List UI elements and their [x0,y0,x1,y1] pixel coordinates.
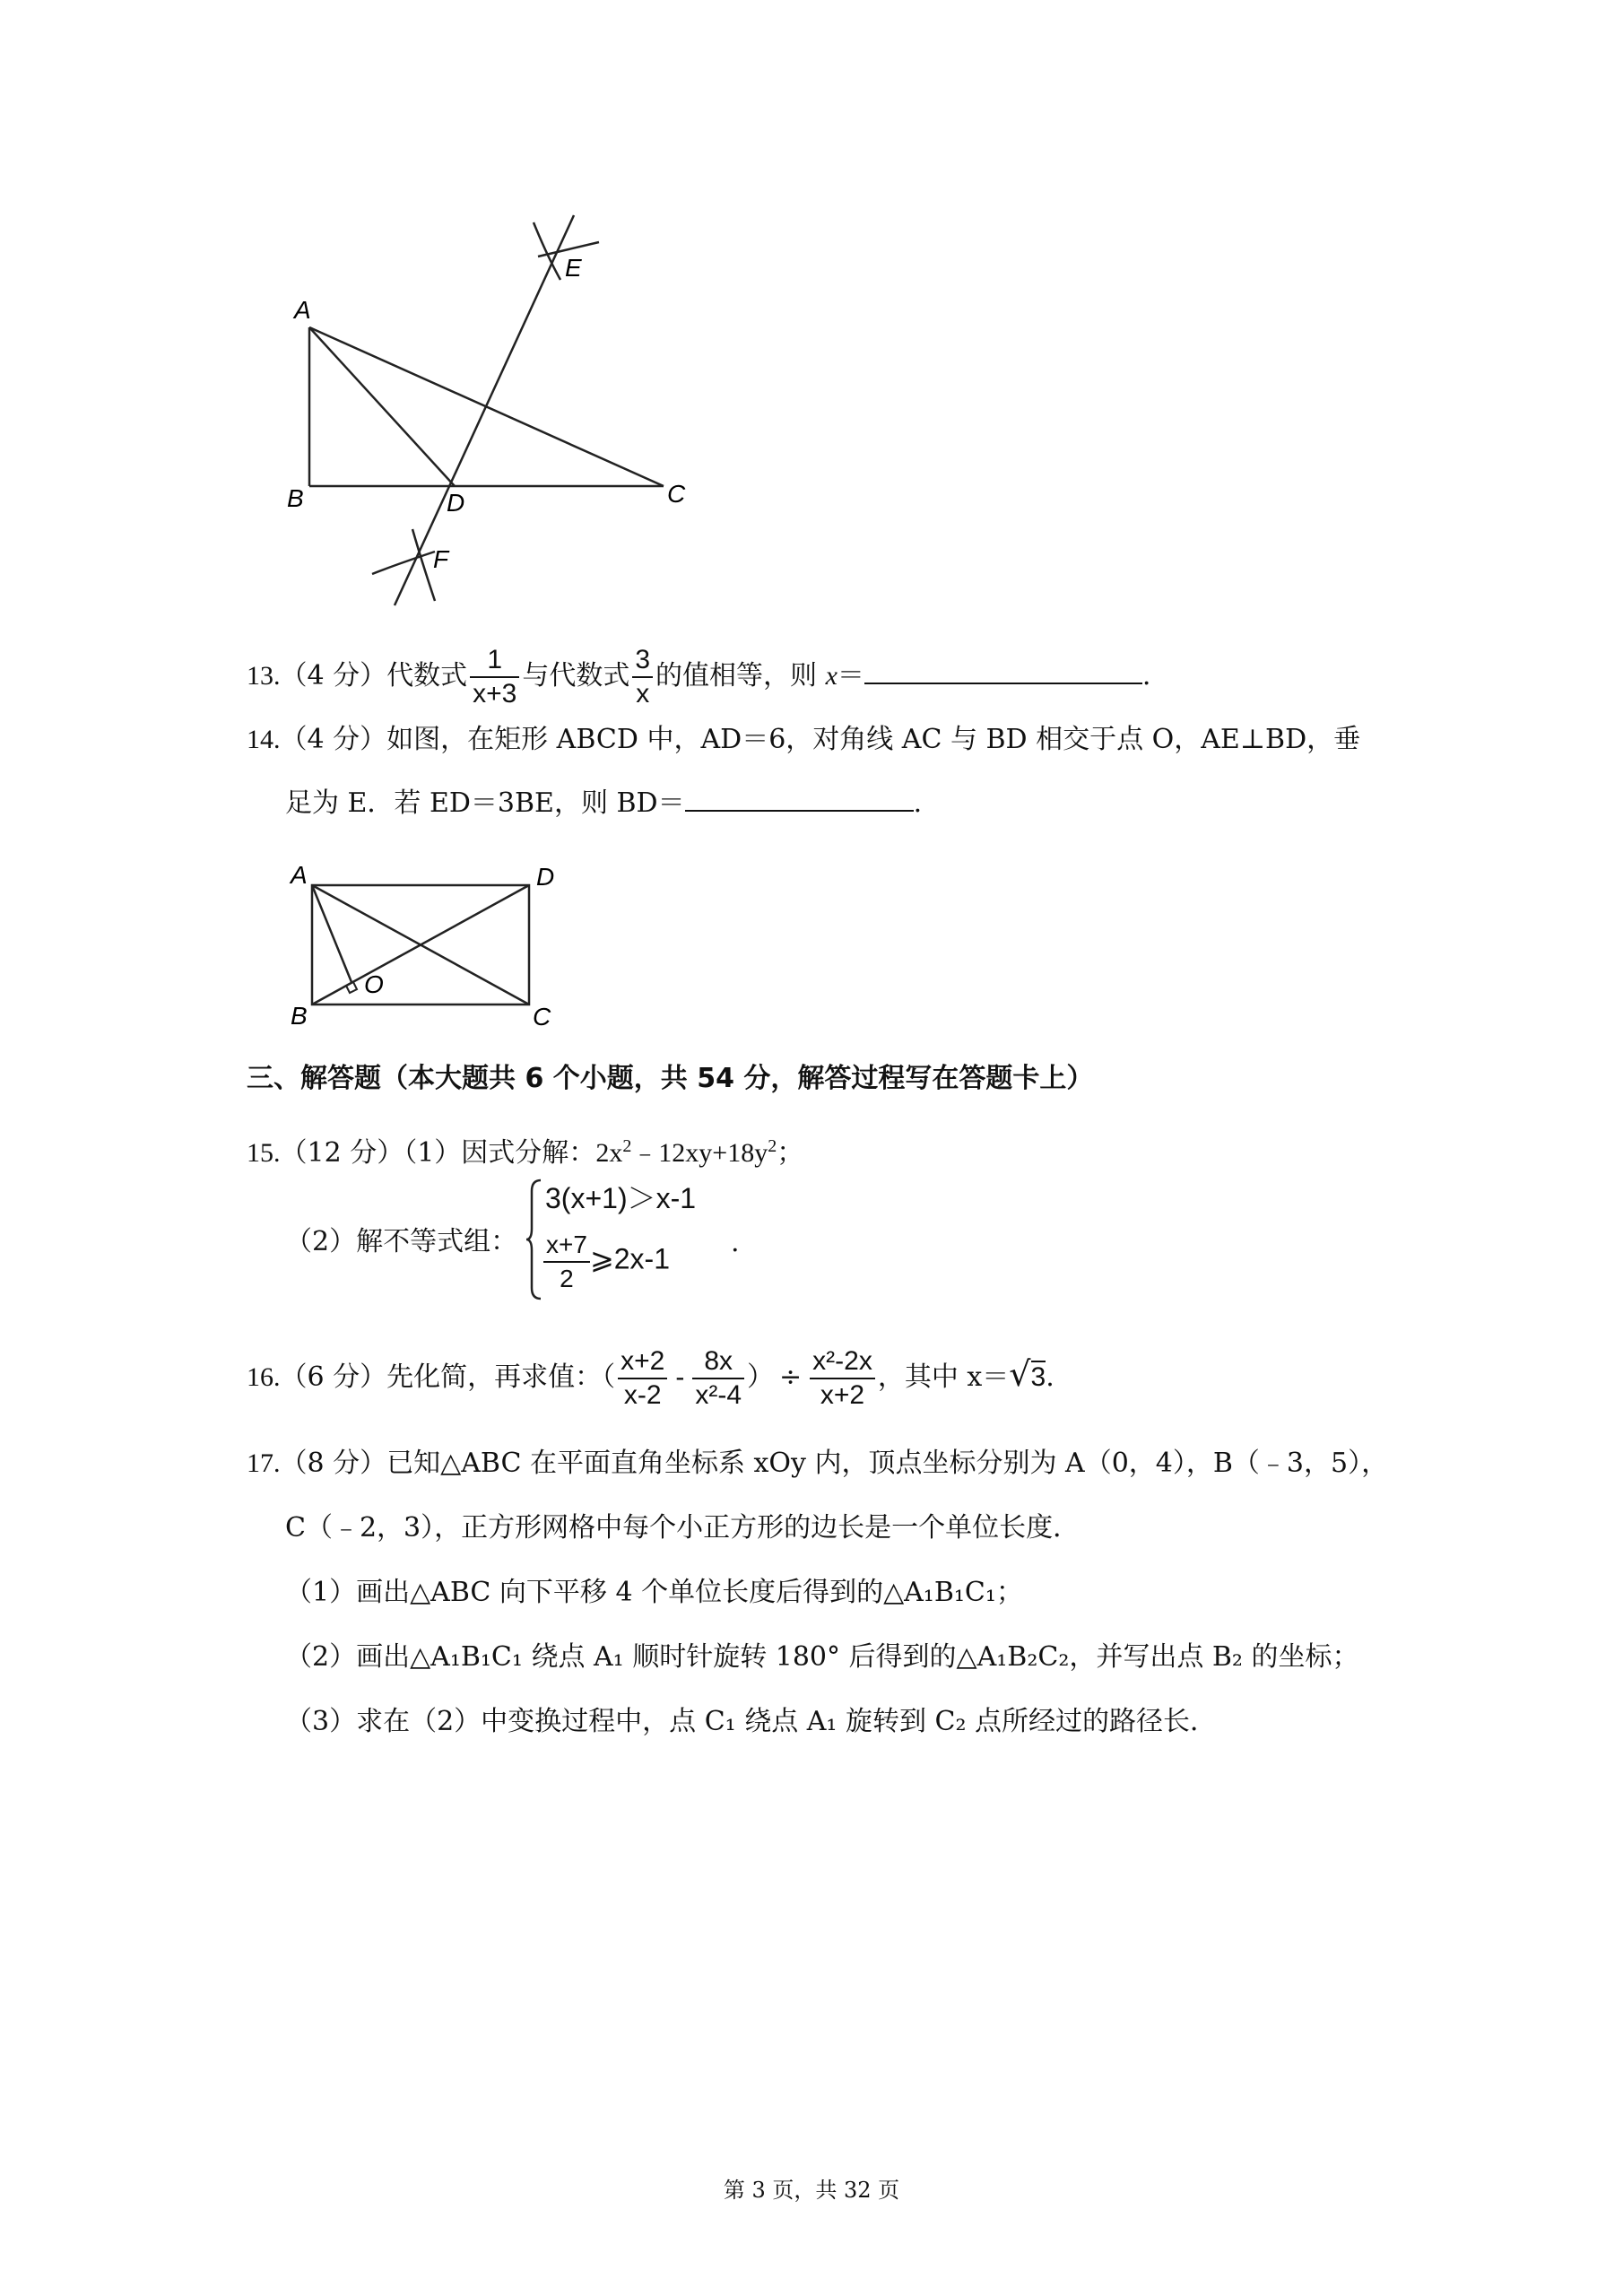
q13-end: . [1141,660,1151,691]
q15-part2-end: . [731,1227,740,1258]
segment-ae [312,885,352,982]
rect-label-c: C [533,1003,551,1031]
brace-icon [525,1177,544,1302]
q13-fraction-2 [632,644,653,710]
q14-line1: 如图，在矩形 ABCD 中，AD＝6，对角线 AC 与 BD 相交于点 O，AE⊥BD，垂 [386,724,1361,755]
q14-end: . [913,787,923,819]
q15-score: （12 分） [280,1137,404,1169]
question-17-line2: C（﹣2，3），正方形网格中每个小正方形的边长是一个单位长度． [285,1512,1081,1544]
q16-fraction-3 [810,1345,875,1412]
figure-triangle-construction [269,206,717,619]
section-3-heading: 三、解答题（本大题共 6 个小题，共 54 分，解答过程写在答题卡上） [247,1063,1094,1094]
q16-fraction-1 [618,1345,667,1412]
q14-number: 14. [247,725,281,754]
q16-f1-denominator: x-2 [623,1380,662,1410]
q15-inequality-2 [543,1229,670,1295]
q14-line2: 足为 E．若 ED＝3BE，则 BD＝ [285,787,685,819]
q16-f2-numerator: 8x [692,1345,744,1379]
q13-fraction-1 [470,644,519,710]
q16-end: . [1046,1361,1055,1393]
q13-text1: 代数式 [386,660,468,691]
q13-number: 13. [247,661,281,691]
q13-text3: 的值相等，则 [655,660,826,691]
label-d: D [447,489,465,517]
question-17-sub1: （1）画出△ABC 向下平移 4 个单位长度后得到的△A₁B₁C₁； [285,1577,1023,1608]
rect-label-b: B [291,1002,308,1030]
question-13 [247,644,1150,710]
label-b: B [287,484,304,512]
q16-sqrt-value: 3 [1030,1362,1046,1392]
q16-f2-denominator: x²-4 [695,1380,742,1410]
q15-ineq2-denominator: 2 [560,1265,574,1292]
question-14-line2 [285,786,922,822]
sqrt-icon: √ [1009,1354,1031,1394]
q17-score: （8 分） [280,1448,387,1479]
q15-expr-b: ﹣12xy+18y [631,1138,768,1168]
q15-number: 15. [247,1138,281,1168]
q15-inequality-1: 3(x+1)＞x-1 [545,1182,697,1214]
q16-minus: - [675,1362,685,1392]
q16-fraction-2 [692,1345,744,1412]
q15-expr-a: 2x [595,1138,623,1168]
figure-rectangle-abcd [278,857,574,1036]
label-c: C [667,480,686,508]
label-a: A [294,296,311,324]
q16-f3-numerator: x²-2x [810,1345,875,1379]
q15-part1-prefix: （1）因式分解： [404,1137,596,1169]
q16-score: （6 分） [280,1361,387,1393]
label-e: E [565,254,582,282]
q13-text2: 与代数式 [522,660,630,691]
system-brace [525,1177,542,1302]
q15-ineq2-rest: ⩾2x-1 [589,1242,670,1275]
q15-part1-end: ； [777,1137,804,1169]
q15-ineq2-numerator: x+7 [543,1229,590,1263]
q15-sup2: 2 [768,1136,777,1156]
segment-ad [309,327,455,486]
question-14-line1 [247,722,1360,758]
q13-frac2-denominator: x [636,679,650,709]
bisector-line-ef [395,215,574,605]
q15-part2-prefix: （2）解不等式组： [285,1226,518,1257]
rect-label-a: A [291,861,308,889]
q14-score: （4 分） [280,724,387,755]
q17-number: 17. [247,1448,281,1478]
question-15-part1 [247,1128,803,1171]
question-17-sub2: （2）画出△A₁B₁C₁ 绕点 A₁ 顺时针旋转 180° 后得到的△A₁B₂C₂，并写出点 B₂ 的坐标； [285,1641,1359,1673]
rect-label-o: O [364,970,384,998]
q16-lparen: （ [602,1361,616,1393]
q16-div: ÷ [779,1361,803,1393]
q16-f3-denominator: x+2 [820,1380,865,1410]
label-f: F [433,545,449,573]
q16-rparen: ） [747,1361,775,1393]
question-17-line1 [247,1446,1388,1482]
q17-line1: 已知△ABC 在平面直角坐标系 xOy 内，顶点坐标分别为 A（0，4），B（﹣3，5）， [386,1448,1389,1479]
q15-ineq2-fraction [543,1229,590,1295]
q14-answer-blank[interactable] [685,787,914,812]
q13-frac1-numerator: 1 [470,644,519,678]
rect-label-d: D [536,863,555,891]
q16-tail: ，其中 x＝ [877,1361,1010,1393]
q13-frac2-numerator: 3 [632,644,653,678]
page-footer: 第 3 页，共 32 页 [723,2178,900,2203]
q13-variable: x [825,661,838,691]
q13-score: （4 分） [280,660,387,691]
q15-sup1: 2 [622,1136,632,1156]
q13-frac1-denominator: x+3 [473,679,517,709]
question-15-part2-label [285,1224,517,1260]
question-17-sub3: （3）求在（2）中变换过程中，点 C₁ 绕点 A₁ 旋转到 C₂ 点所经过的路径长． [285,1706,1218,1737]
q16-text: 先化简，再求值： [386,1361,603,1393]
q13-answer-blank[interactable] [864,659,1142,684]
q16-number: 16. [247,1362,281,1392]
question-16 [247,1345,1055,1412]
q13-equals: ＝ [837,660,864,691]
q16-f1-numerator: x+2 [618,1345,667,1379]
